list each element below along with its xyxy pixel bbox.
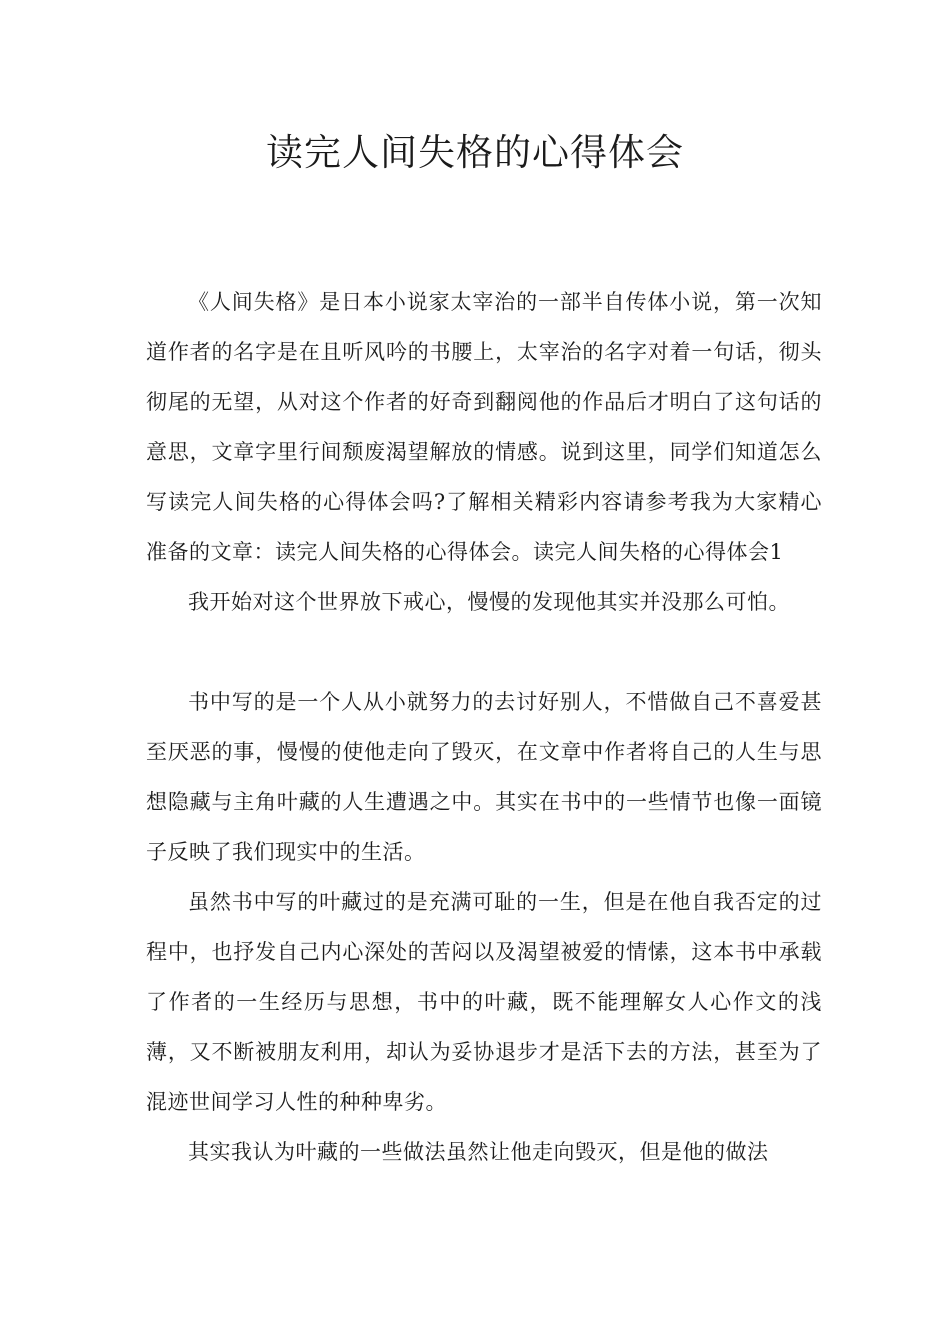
document-body: [146, 277, 822, 1177]
paragraph-5: 其实我认为叶藏的一些做法虽然让他走向毁灭，但是他的做法: [188, 1140, 769, 1164]
document-title: 读完人间失格的心得体会: [266, 131, 684, 174]
paragraph-intro: 《人间失格》是日本小说家太宰治的一部半自传体小说，第一次知道作者的名字是在且听风吟的书腰上，太宰治的名字对着一句话，彻头彻尾的无望，从对这个作者的好奇到翻阅他的作品后才明白了这句话的意思，文章字里行间颓废渴望解放的情感。说到这里，同学们知道怎么写读完人间失格的心得体会吗?了解相关精彩内容请参考我为大家精心准备的文章：读完人间失格的心得体会。读完人间失格的心得体会1: [146, 290, 822, 564]
paragraph-3: 书中写的是一个人从小就努力的去讨好别人，不惜做自己不喜爱甚至厌恶的事，慢慢的使他走向了毁灭，在文章中作者将自己的人生与思想隐藏与主角叶藏的人生遭遇之中。其实在书中的一些情节也像一面镜子反映了我们现实中的生活。: [146, 690, 822, 864]
paragraph-2: 我开始对这个世界放下戒心，慢慢的发现他其实并没那么可怕。: [188, 590, 790, 614]
paragraph-spacer: [146, 627, 822, 677]
paragraph-4: 虽然书中写的叶藏过的是充满可耻的一生，但是在他自我否定的过程中，也抒发自己内心深处的苦闷以及渴望被爱的情愫，这本书中承载了作者的一生经历与思想，书中的叶藏，既不能理解女人心作文的浅薄，又不断被朋友利用，却认为妥协退步才是活下去的方法，甚至为了混迹世间学习人性的种种卑劣。: [146, 890, 822, 1114]
